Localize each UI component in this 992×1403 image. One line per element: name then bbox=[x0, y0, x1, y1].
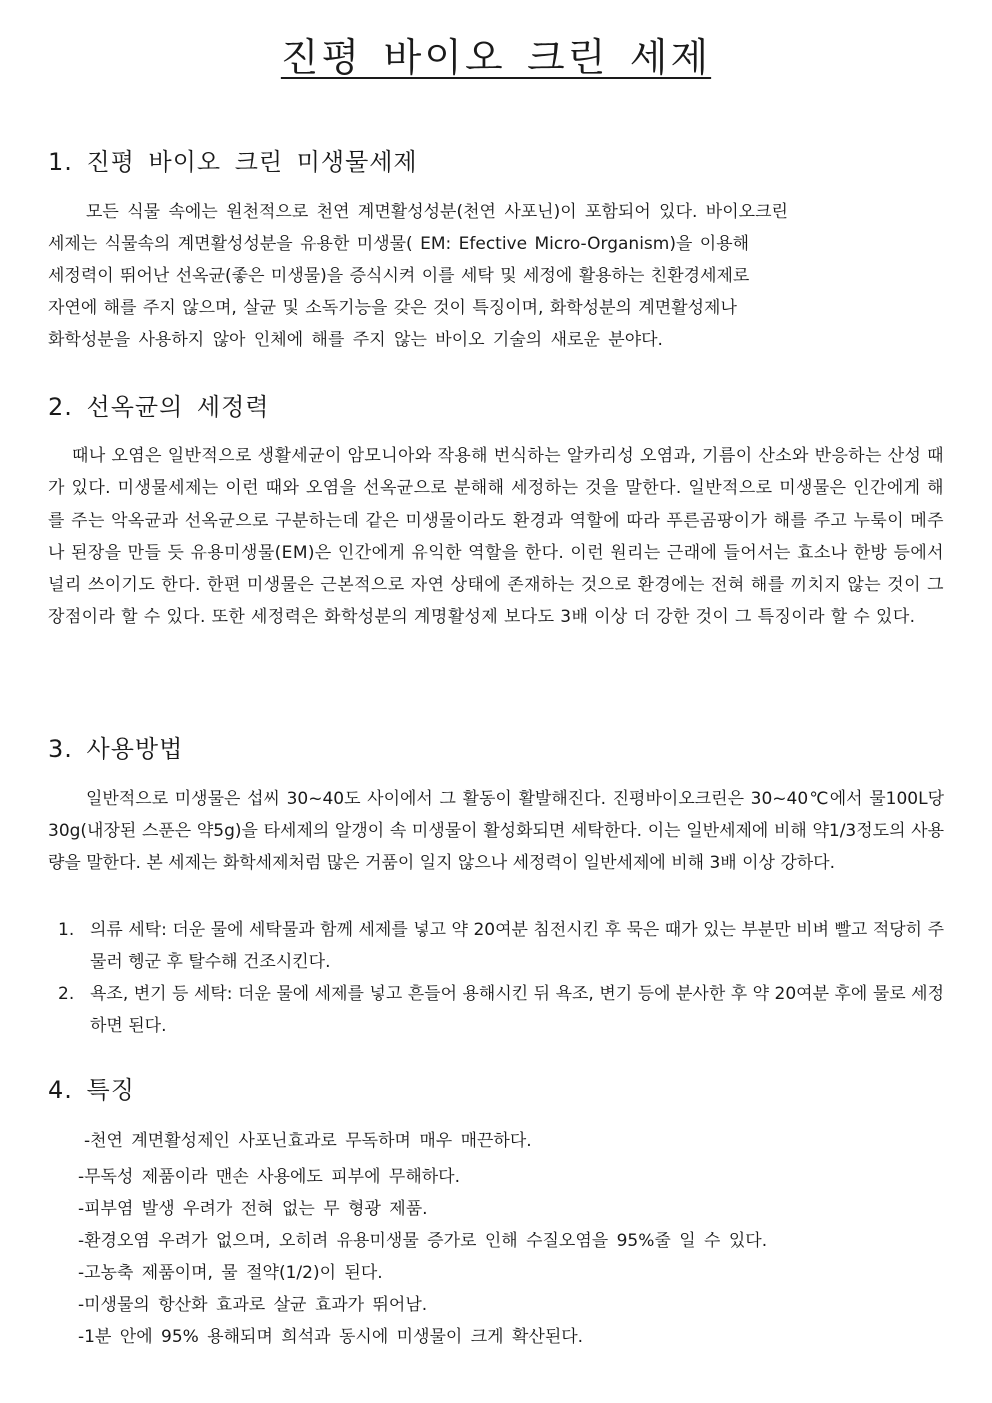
usage-item-text: 욕조, 변기 등 세탁: 더운 물에 세제를 넣고 흔들어 용해시킨 뒤 욕조, 변기 등에 분사한 후 약 20여분 후에 물로 세정하면 된다. bbox=[90, 984, 944, 1036]
feature-item: -고농축 제품이며, 물 절약(1/2)이 된다. bbox=[78, 1263, 383, 1283]
section-1-line: 화학성분을 사용하지 않아 인체에 해를 주지 않는 바이오 기술의 새로운 분야다. bbox=[48, 330, 663, 350]
section-3-paragraph: 일반적으로 미생물은 섭씨 30~40도 사이에서 그 활동이 활발해진다. 진평바이오크린은 30~40℃에서 물100L당 30g(내장된 스푼은 약5g)을 타세제의 알갱이 속 미생물이 활성화되면 세탁한다. 이는 일반세제에 비해 약1/3정도의 사용량을 말한다. 본 세제는 화학세제처럼 많은 거품이 일지 않으나 세정력이 일반세제에 비해 3배 이상 강하다. bbox=[48, 789, 944, 873]
feature-item: -천연 계면활성제인 사포닌효과로 무독하며 매우 매끈하다. bbox=[84, 1131, 532, 1151]
feature-item: -환경오염 우려가 없으며, 오히려 유용미생물 증가로 인해 수질오염을 95%줄 일 수 있다. bbox=[78, 1231, 768, 1251]
document-title bbox=[0, 36, 992, 83]
feature-item: -피부염 발생 우려가 전혀 없는 무 형광 제품. bbox=[78, 1199, 428, 1219]
section-3-heading: 3. 사용방법 bbox=[48, 735, 184, 763]
usage-item-number: 2. bbox=[58, 984, 75, 1004]
feature-item: -무독성 제품이라 맨손 사용에도 피부에 무해하다. bbox=[78, 1167, 460, 1187]
feature-item: -1분 안에 95% 용해되며 희석과 동시에 미생물이 크게 확산된다. bbox=[78, 1327, 584, 1347]
section-1-line: 세제는 식물속의 계면활성성분을 유용한 미생물( EM: Efective Micro-Organism)을 이용해 bbox=[48, 234, 750, 254]
section-1-line: 자연에 해를 주지 않으며, 살균 및 소독기능을 갖은 것이 특징이며, 화학성분의 계면활성제나 bbox=[48, 298, 737, 318]
feature-item: -미생물의 항산화 효과로 살균 효과가 뛰어남. bbox=[78, 1295, 428, 1315]
section-2-paragraph: 때나 오염은 일반적으로 생활세균이 암모니아와 작용해 번식하는 알카리성 오염과, 기름이 산소와 반응하는 산성 때가 있다. 미생물세제는 이런 때와 오염을 선옥균으로 분해해 세정하는 것을 말한다. 일반적으로 미생물은 인간에게 해를 주는 악옥균과 선옥균으로 구분하는데 같은 미생물이라도 환경과 역할에 따라 푸른곰팡이가 해를 주고 누룩이 메주나 된장을 만들 듯 유용미생물(EM)은 인간에게 유익한 역할을 한다. 이런 원리는 근래에 들어서는 효소나 한방 등에서 널리 쓰이기도 한다. 한편 미생물은 근본적으로 자연 상태에 존재하는 것으로 환경에는 전혀 해를 끼치지 않는 것이 그 장점이라 할 수 있다. 또한 세정력은 화학성분의 계명활성제 보다도 3배 이상 더 강한 것이 그 특징이라 할 수 있다. bbox=[48, 446, 944, 628]
title-text: 진평 바이오 크린 세제 bbox=[280, 36, 712, 81]
section-4-heading: 4. 특징 bbox=[48, 1076, 135, 1104]
usage-item-text: 의류 세탁: 더운 물에 세탁물과 함께 세제를 넣고 약 20여분 침전시킨 후 묵은 때가 있는 부분만 비벼 빨고 적당히 주물러 헹군 후 탈수해 건조시킨다. bbox=[90, 920, 944, 972]
section-1-line: 세정력이 뛰어난 선옥균(좋은 미생물)을 증식시켜 이를 세탁 및 세정에 활용하는 친환경세제로 bbox=[48, 266, 750, 286]
section-2-heading: 2. 선옥균의 세정력 bbox=[48, 393, 270, 421]
usage-item-number: 1. bbox=[58, 920, 75, 940]
section-1-body bbox=[48, 196, 944, 356]
section-1-line: 모든 식물 속에는 원천적으로 천연 계면활성성분(천연 사포닌)이 포함되어 있다. 바이오크린 bbox=[86, 202, 788, 222]
section-1-heading: 1. 진평 바이오 크린 미생물세제 bbox=[48, 148, 418, 176]
